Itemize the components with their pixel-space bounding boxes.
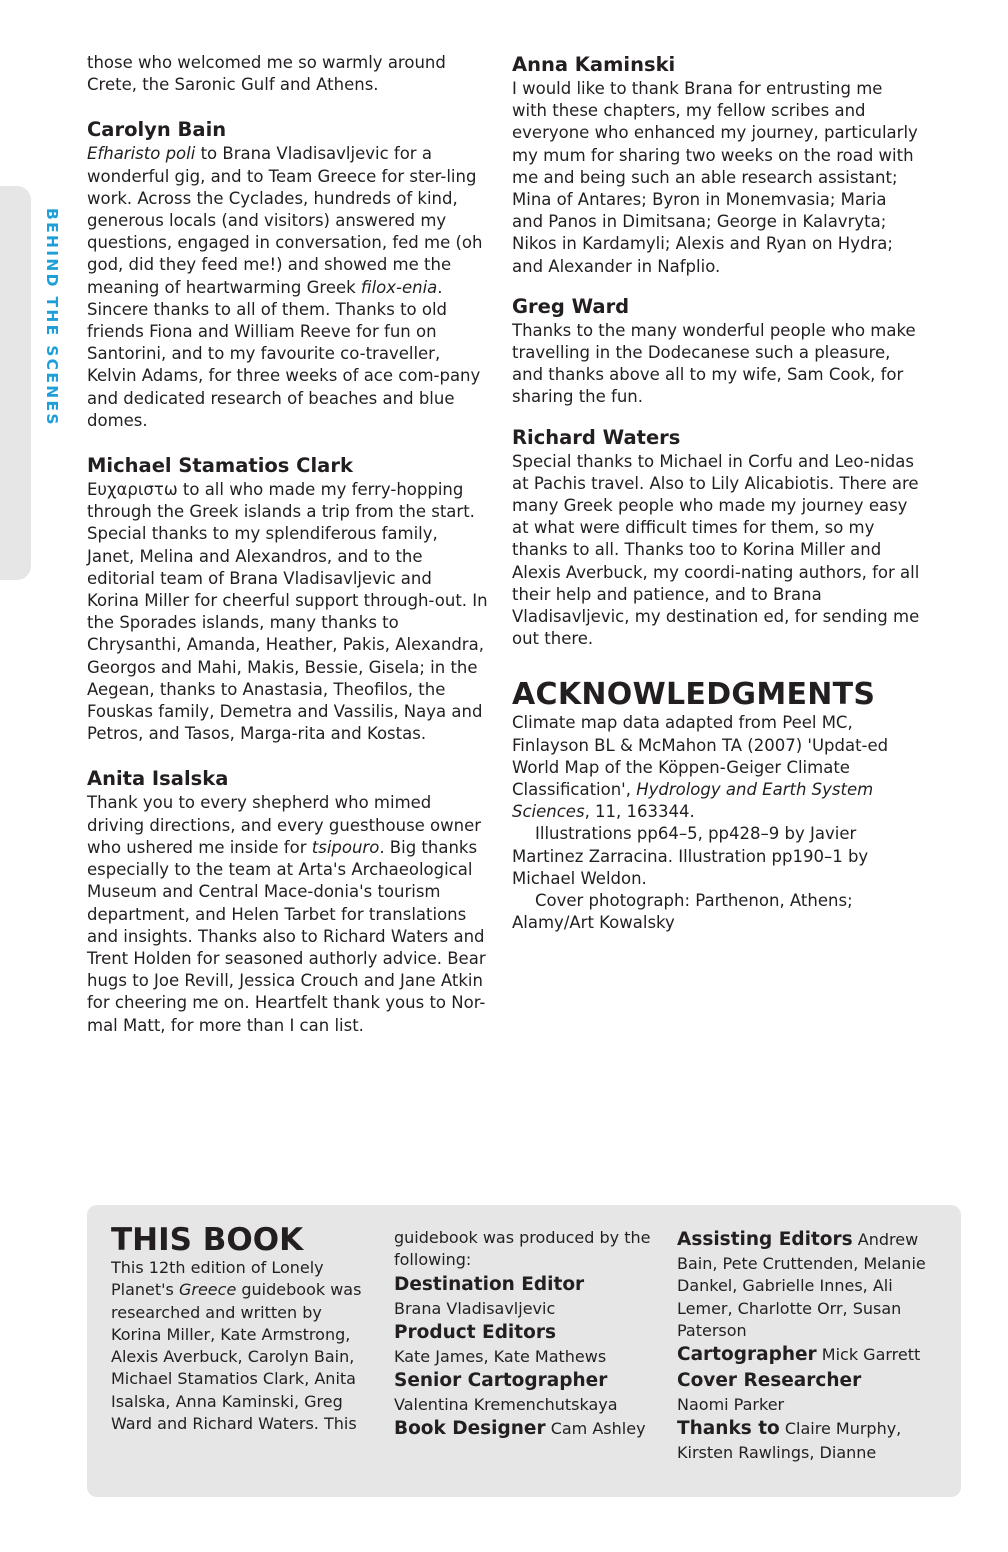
this-book-col-2 (394, 1227, 666, 1442)
author-heading-anna-kaminski: Anna Kaminski (512, 53, 676, 76)
credit-cartographer: Cartographer Mick Garrett (677, 1344, 921, 1366)
side-tab (0, 186, 31, 580)
author-text-carolyn-bain: Efharisto poli to Brana Vladisavljevic for a wonderful gig, and to Team Greece for ster-ling work. Across the Cyclades, hundreds of kind, generous locals (and visitors) answered my questions, engaged in conversation, fed me (oh god, did they feed me!) and showed me the meaning of heartwarming Greek filox-enia. Sincere thanks to all of them. Thanks to old friends Fiona and William Reeve for fun on Santorini, and to my favourite co-traveller, Kelvin Adams, for three weeks of ace com-pany and dedicated research of beaches and blue domes. (87, 144, 483, 430)
author-text-michael-clark: Ευχαριστω to all who made my ferry-hopping through the Greek islands a trip from the start. Special thanks to my splendiferous family, Janet, Melina and Alexandros, and to the editorial team of Brana Vladisavljevic and Korina Miller for cheerful support through-out. In the Sporades islands, many thanks to Chrysanthi, Amanda, Heather, Pakis, Alexandra, Georgos and Mahi, Makis, Bessie, Gisela; in the Aegean, thanks to Anastasia, Theofilos, the Fouskas family, Demetra and Vassilis, Naya and Petros, and Tasos, Marga-rita and Kostas. (87, 480, 488, 744)
author-text-anna-kaminski: I would like to thank Brana for entrusting me with these chapters, my fellow scribes and everyone who enhanced my journey, particularly my mum for sharing two weeks on the road with me and being such an able research assistant; Mina of Antares; Byron in Monemvasia; Maria and Panos in Dimitsana; George in Kalavryta; Nikos in Kardamyli; Alexis and Ryan on Hydra; and Alexander in Nafplio. (512, 79, 918, 276)
credit-destination-editor: Destination Editor Brana Vladisavljevic (394, 1273, 585, 1318)
acknowledgments-heading: ACKNOWLEDGMENTS (512, 677, 876, 713)
author-text-richard-waters: Special thanks to Michael in Corfu and Leo-nidas at Pachis travel. Also to Lily Alicabiotis. There are many Greek people who made my journey easy at what were difficult times for them, so my thanks to all. Thanks too to Korina Miller and Alexis Averbuck, my coordi-nating authors, for all their help and patience, and to Brana Vladisavljevic, my destination ed, for sending me out there. (512, 451, 920, 649)
author-heading-greg-ward: Greg Ward (512, 294, 630, 318)
this-book-intro: This 12th edition of Lonely Planet's Greece guidebook was researched and written by Korina Miller, Kate Armstrong, Alexis Averbuck, Carolyn Bain, Michael Stamatios Clark, Anita Isalska, Anna Kaminski, Greg Ward and Richard Waters. This (111, 1258, 362, 1434)
this-book-col-3 (677, 1227, 947, 1465)
credit-senior-cartographer: Senior Cartographer Valentina Kremenchutskaya (394, 1370, 618, 1415)
credit-product-editors: Product Editors Kate James, Kate Mathews (394, 1321, 607, 1366)
credit-assisting-editors: Assisting Editors Andrew Bain, Pete Cruttenden, Melanie Dankel, Gabrielle Innes, Ali Lemer, Charlotte Orr, Susan Paterson (677, 1229, 926, 1340)
this-book-intro-cont: guidebook was produced by the following: (394, 1228, 651, 1270)
author-text-anita-isalska: Thank you to every shepherd who mimed driving directions, and every guesthouse owner who ushered me inside for tsipouro. Big thanks especially to the team at Arta's Archaeological Museum and Central Mace-donia's tourism department, and Helen Tarbet for translations and insights. Thanks also to Richard Waters and Trent Holden for seasoned authorly advice. Bear hugs to Joe Revill, Jessica Crouch and Jane Atkin for cheering me on. Heartfelt thank yous to Nor-mal Matt, for more than I can list. (87, 793, 486, 1035)
credit-thanks-to: Thanks to Claire Murphy, Kirsten Rawlings, Dianne (677, 1418, 902, 1463)
intro-text: those who welcomed me so warmly around Crete, the Saronic Gulf and Athens. (87, 53, 446, 95)
author-heading-anita-isalska: Anita Isalska (87, 767, 229, 791)
this-book-heading: THIS BOOK (111, 1222, 304, 1258)
credit-book-designer: Book Designer Cam Ashley (394, 1418, 646, 1440)
this-book-col-1 (111, 1223, 373, 1435)
acknowledgments-climate: Climate map data adapted from Peel MC, Finlayson BL & McMahon TA (2007) 'Updat-ed World Map of the Köppen-Geiger Climate Classification', Hydrology and Earth System Sciences, 11, 163344. (512, 713, 889, 822)
left-column (87, 52, 489, 1037)
acknowledgments-illustrations: Illustrations pp64–5, pp428–9 by Javier Martinez Zarracina. Illustration pp190–1 by Michael Weldon. (512, 824, 869, 888)
this-book-box (87, 1205, 961, 1497)
acknowledgments-body (512, 712, 922, 934)
author-heading-richard-waters: Richard Waters (512, 425, 681, 449)
author-text-greg-ward: Thanks to the many wonderful people who make travelling in the Dodecanese such a pleasure, and thanks above all to my wife, Sam Cook, for sharing the fun. (512, 320, 916, 407)
side-tab-label: BEHIND THE SCENES (43, 208, 61, 427)
acknowledgments-cover: Cover photograph: Parthenon, Athens; Alamy/Art Kowalsky (512, 891, 853, 933)
author-heading-carolyn-bain: Carolyn Bain (87, 118, 227, 142)
right-column (512, 52, 922, 935)
author-heading-michael-clark: Michael Stamatios Clark (87, 454, 353, 478)
credit-cover-researcher: Cover Researcher Naomi Parker (677, 1370, 862, 1415)
